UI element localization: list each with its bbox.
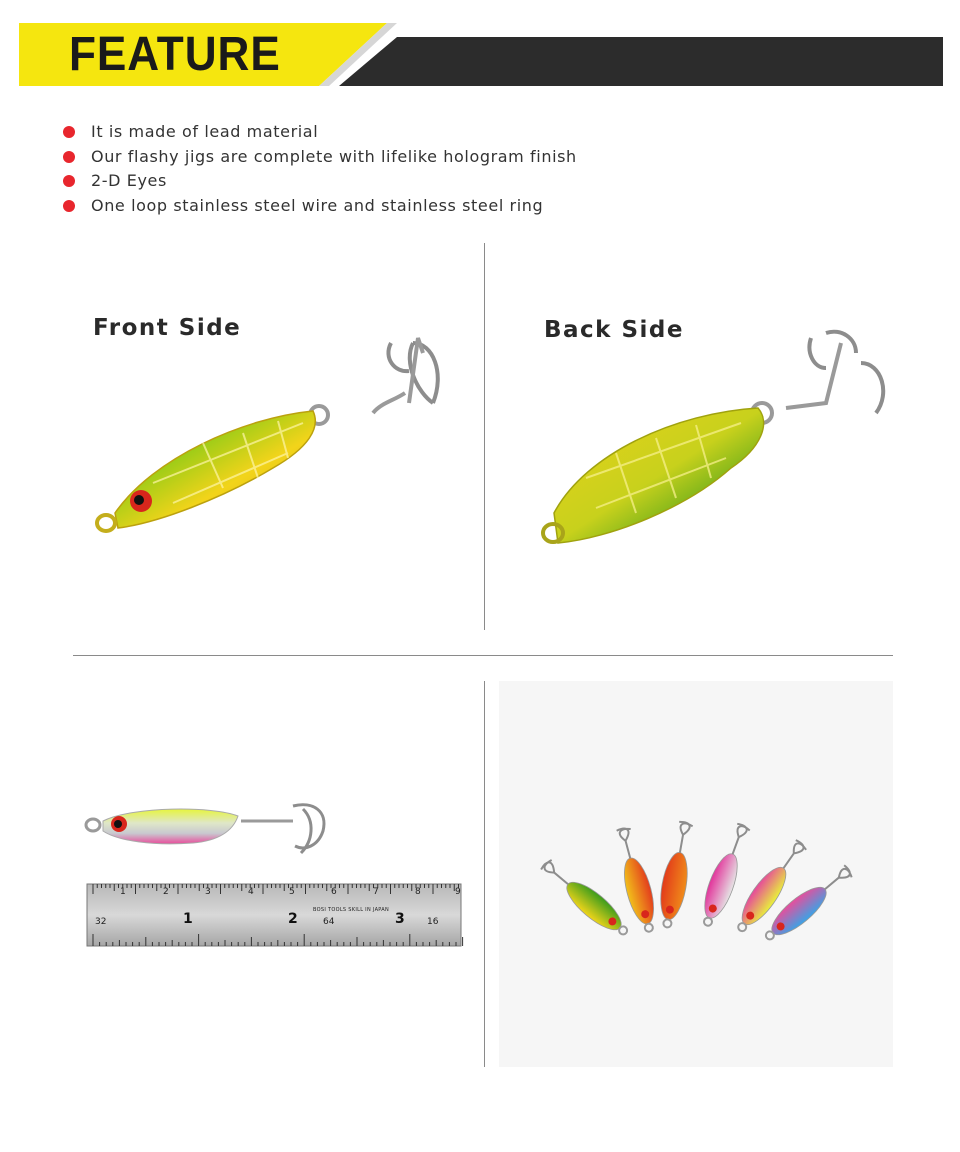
bullet-icon (63, 175, 75, 187)
ruler-top-number: 8 (415, 887, 421, 897)
feature-item (63, 169, 577, 194)
vertical-divider-bottom (484, 681, 485, 1067)
front-side-panel (73, 243, 473, 630)
assorted-lure (537, 855, 634, 942)
ruler-top-number: 6 (331, 887, 337, 897)
back-lure-image (496, 243, 916, 630)
ruler-top-number: 1 (120, 887, 126, 897)
feature-list (63, 120, 577, 218)
lure-on-ruler-image (73, 681, 473, 1067)
ruler-panel (73, 681, 473, 1067)
back-side-panel (496, 243, 916, 630)
ruler-right-number: 16 (427, 917, 439, 927)
front-side-label: Front Side (93, 315, 242, 341)
bullet-icon (63, 200, 75, 212)
horizontal-divider (73, 655, 893, 656)
front-lure-image (73, 243, 473, 630)
ruler-top-number: 7 (373, 887, 379, 897)
bullet-icon (63, 126, 75, 138)
assorted-lures-image (499, 681, 893, 1067)
ruler-bottom-left-number: 32 (95, 917, 107, 927)
feature-item (63, 194, 577, 219)
banner-title: FEATURE (69, 28, 281, 81)
feature-text: Our flashy jigs are complete with lifelike hologram finish (91, 146, 577, 166)
ruler-inch-number: 3 (395, 911, 405, 927)
bullet-icon (63, 151, 75, 163)
feature-item (63, 120, 577, 145)
ruler-brand-text: BOSI TOOLS SKILL IN JAPAN (313, 907, 390, 913)
feature-item (63, 145, 577, 170)
ruler-top-number: 2 (163, 887, 169, 897)
back-side-label: Back Side (544, 317, 684, 343)
feature-text: One loop stainless steel wire and stainless steel ring (91, 195, 544, 215)
feature-text: It is made of lead material (91, 122, 319, 141)
ruler-inch-number: 1 (183, 911, 193, 927)
feature-text: 2-D Eyes (91, 171, 167, 190)
assorted-lure (655, 820, 697, 929)
ruler-mid-number: 64 (323, 917, 335, 927)
ruler-top-number: 5 (289, 887, 295, 897)
feature-banner (19, 23, 943, 86)
ruler-top-number: 9 (455, 887, 461, 897)
ruler-inch-number: 2 (288, 911, 298, 927)
vertical-divider-top (484, 243, 485, 630)
ruler-top-number: 4 (248, 887, 254, 897)
ruler-top-number: 3 (205, 887, 211, 897)
assorted-lures-panel (499, 681, 893, 1067)
